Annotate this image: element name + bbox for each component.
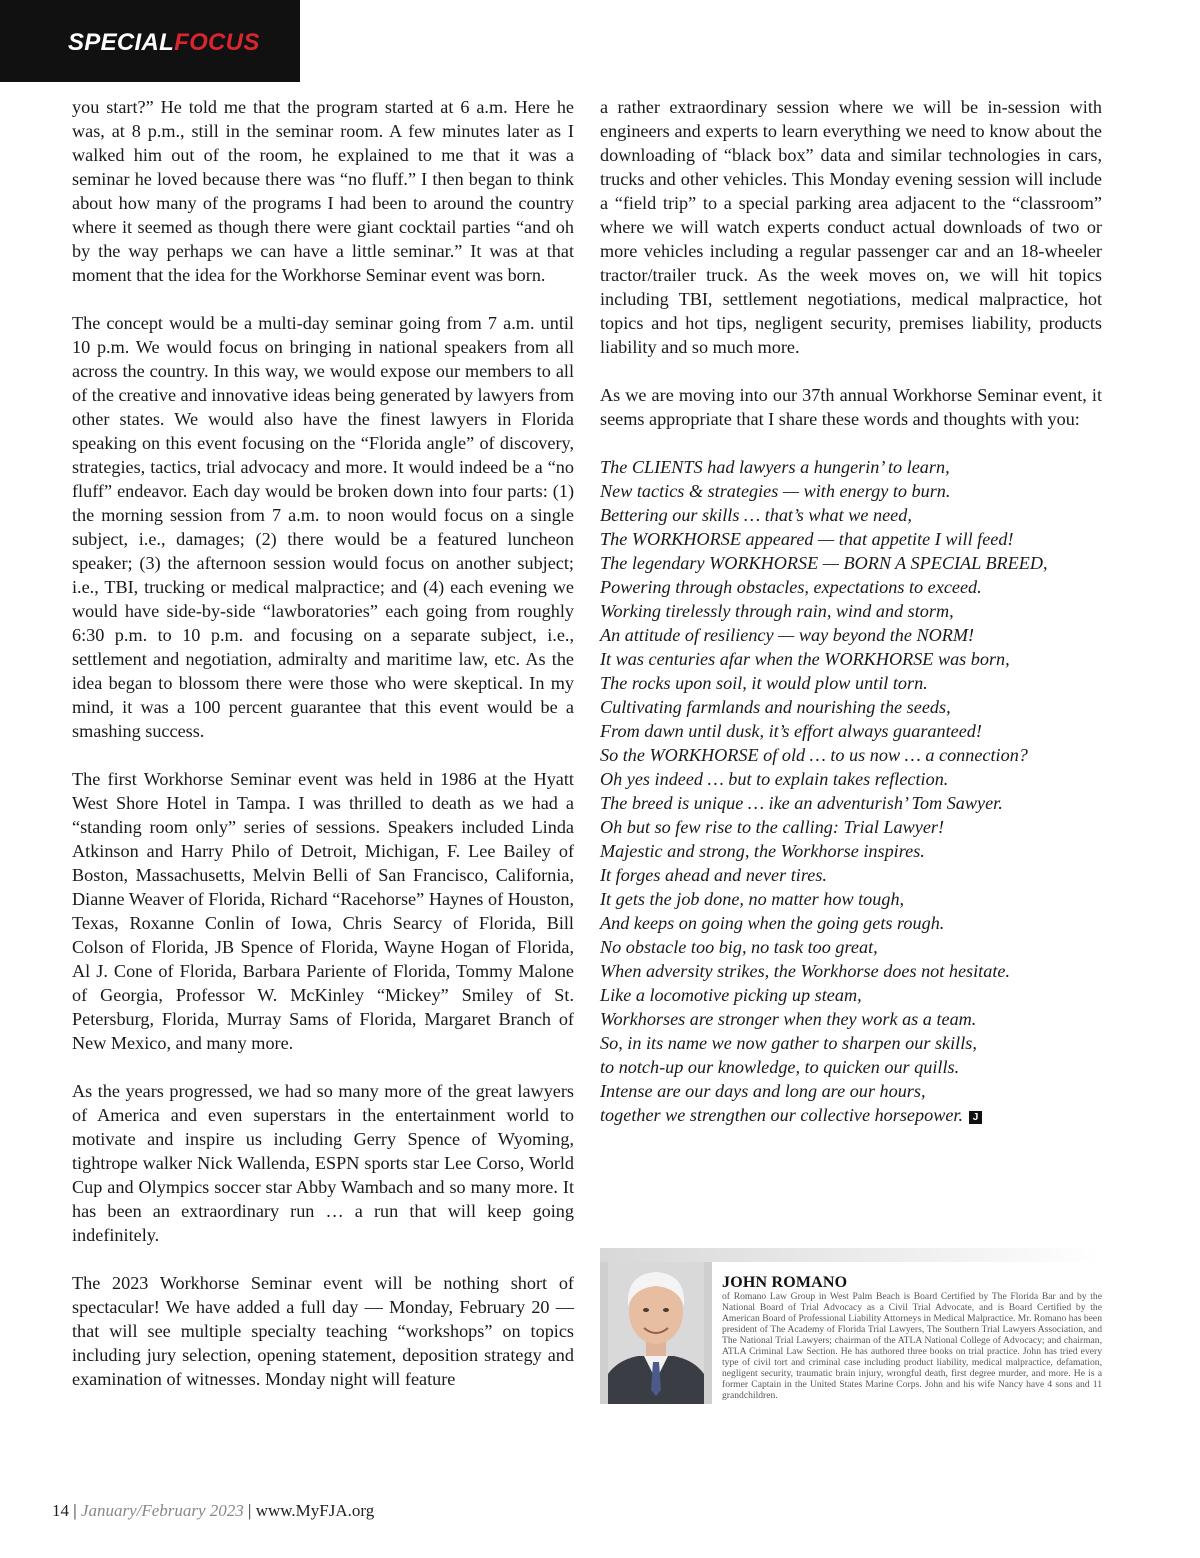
poem-line — [600, 791, 1102, 815]
right-article-column — [600, 95, 1102, 1127]
section-header-bar — [0, 0, 300, 82]
header-focus-word: FOCUS — [174, 29, 260, 56]
article-paragraph: The 2023 Workhorse Seminar event will be nothing short of spectacular! We have added a full day — Monday, February 20 — that will see multiple specialty teaching “workshops” on topics including jury selection, opening statement, deposition strategy and examination of witnesses. Monday night will feature — [72, 1273, 574, 1389]
section-header-title — [68, 28, 260, 58]
poem-line-text: An attitude of resiliency — way beyond the NORM! — [600, 625, 975, 645]
poem-line-text: New tactics & strategies — with energy to burn. — [600, 481, 951, 501]
poem-line — [600, 671, 1102, 695]
poem-line-text: So the WORKHORSE of old … to us now … a connection? — [600, 745, 1028, 765]
poem-line-text: Like a locomotive picking up steam, — [600, 985, 862, 1005]
poem-line — [600, 863, 1102, 887]
poem-line — [600, 743, 1102, 767]
poem-line — [600, 623, 1102, 647]
poem-line — [600, 527, 1102, 551]
poem-line-text: The rocks upon soil, it would plow until torn. — [600, 673, 928, 693]
poem-line-text: together we strengthen our collective horsepower. — [600, 1105, 964, 1125]
poem-line — [600, 1031, 1102, 1055]
poem-line-text: From dawn until dusk, it’s effort always guaranteed! — [600, 721, 982, 741]
poem-line-text: It gets the job done, no matter how tough, — [600, 889, 905, 909]
issue-date: January/February 2023 — [80, 1501, 244, 1520]
poem-line — [600, 887, 1102, 911]
poem-line — [600, 959, 1102, 983]
poem-line — [600, 1103, 1102, 1127]
author-photo — [600, 1262, 712, 1404]
author-name: JOHN ROMANO — [722, 1274, 848, 1291]
poem-line — [600, 935, 1102, 959]
poem-line — [600, 719, 1102, 743]
poem-line-text: Intense are our days and long are our hours, — [600, 1081, 926, 1101]
header-special-word: SPECIAL — [68, 29, 175, 56]
poem-line — [600, 911, 1102, 935]
author-bio — [722, 1274, 1102, 1401]
poem-line-text: The breed is unique … ike an adventurish’ Tom Sawyer. — [600, 793, 1003, 813]
poem-line — [600, 551, 1102, 575]
poem-line — [600, 455, 1102, 479]
poem-line — [600, 599, 1102, 623]
footer-separator: | — [73, 1501, 77, 1520]
poem-line — [600, 1007, 1102, 1031]
poem-line-text: And keeps on going when the going gets rough. — [600, 913, 945, 933]
poem-line — [600, 815, 1102, 839]
website-link[interactable]: www.MyFJA.org — [255, 1501, 375, 1520]
poem-line-text: No obstacle too big, no task too great, — [600, 937, 878, 957]
poem-line-text: Powering through obstacles, expectations to exceed. — [600, 577, 982, 597]
author-portrait-illustration — [608, 1262, 704, 1404]
poem-line — [600, 503, 1102, 527]
poem-line-text: It was centuries afar when the WORKHORSE was born, — [600, 649, 1010, 669]
poem-line-text: When adversity strikes, the Workhorse does not hesitate. — [600, 961, 1010, 981]
article-paragraph: As the years progressed, we had so many more of the great lawyers of America and even superstars in the entertainment world to motivate and inspire us including Gerry Spence of Wyoming, tightrope walker Nick Wallenda, ESPN sports star Lee Corso, World Cup and Olympics soccer star Abby Wambach and so many more. It has been an extraordinary run … a run that will keep going indefinitely. — [72, 1081, 574, 1245]
poem-line-text: Oh but so few rise to the calling: Trial Lawyer! — [600, 817, 945, 837]
poem-line-text: Majestic and strong, the Workhorse inspires. — [600, 841, 925, 861]
poem-line — [600, 695, 1102, 719]
author-bio-text: of Romano Law Group in West Palm Beach is Board Certified by The Florida Bar and by the National Board of Trial Advocacy as a Civil Trial Advocate, and is Board Certified by the American Board of Professional Liability Attorneys in Medical Malpractice. Mr. Romano has been president of The Academy of Florida Trial Lawyers, The Southern Trial Lawyers Association, and The National Trial Lawyers; chairman of the ATLA National College of Advocacy; and chairman, ATLA Criminal Law Section. He has authored three books on trial practice. John has tried every type of civil tort and criminal case including product liability, medical malpractice, defamation, negligent security, traumatic brain injury, wrongful death, first degree murder, and more. He is a former Captain in the United States Marine Corps. John and his wife Nancy have 4 sons and 11 grandchildren. — [722, 1291, 1102, 1401]
poem-line-text: The WORKHORSE appeared — that appetite I will feed! — [600, 529, 1014, 549]
poem-line-text: The CLIENTS had lawyers a hungerin’ to learn, — [600, 457, 950, 477]
poem-line — [600, 767, 1102, 791]
page-number: 14 — [52, 1501, 69, 1520]
poem-line — [600, 575, 1102, 599]
poem-line-text: Cultivating farmlands and nourishing the seeds, — [600, 697, 951, 717]
article-end-mark: J — [969, 1111, 982, 1124]
poem-line — [600, 1055, 1102, 1079]
poem-line — [600, 647, 1102, 671]
poem-line-text: The legendary WORKHORSE — BORN A SPECIAL BREED, — [600, 553, 1048, 573]
poem-line-text: So, in its name we now gather to sharpen our skills, — [600, 1033, 977, 1053]
poem-line-text: to notch-up our knowledge, to quicken our quills. — [600, 1057, 960, 1077]
article-paragraph: The concept would be a multi-day seminar going from 7 a.m. until 10 p.m. We would focus on bringing in national speakers from all across the country. In this way, we would expose our members to all of the creative and innovative ideas being generated by lawyers from other states. We would also have the finest lawyers in Florida speaking on this event focusing on the “Florida angle” of discovery, strategies, tactics, trial advocacy and more. It would indeed be a “no fluff” endeavor. Each day would be broken down into four parts: (1) the morning session from 7 a.m. to noon would focus on a single subject, i.e., damages; (2) there would be a featured luncheon speaker; (3) the afternoon session would focus on another subject; i.e., TBI, trucking or medical malpractice; and (4) each evening we would have side-by-side “lawboratories” each going from roughly 6:30 p.m. to 10 p.m. and focusing on a separate subject, i.e., settlement and negotiation, admiralty and maritime law, etc. As the idea began to blossom there were those who were skeptical. In my mind, it was a 100 percent guarantee that this event would be a smashing success. — [72, 313, 574, 741]
poem-line — [600, 479, 1102, 503]
poem-line — [600, 1079, 1102, 1103]
poem-line-text: Bettering our skills … that’s what we need, — [600, 505, 912, 525]
article-paragraph: As we are moving into our 37th annual Workhorse Seminar event, it seems appropriate that I share these words and thoughts with you: — [600, 385, 1102, 429]
left-article-column — [72, 95, 574, 1415]
article-paragraph: a rather extraordinary session where we will be in-session with engineers and experts to learn everything we need to know about the downloading of “black box” data and similar technologies in cars, trucks and other vehicles. This Monday evening session will include a “field trip” to a special parking area adjacent to the “classroom” where we will watch experts conduct actual downloads of two or more vehicles including a regular passenger car and an 18-wheeler tractor/trailer truck. As the week moves on, we will hit topics including TBI, settlement negotiations, medical malpractice, hot topics and hot tips, negligent security, premises liability, products liability and so much more. — [600, 97, 1102, 357]
poem-line — [600, 983, 1102, 1007]
poem-line-text: Workhorses are stronger when they work as a team. — [600, 1009, 977, 1029]
article-paragraph: The first Workhorse Seminar event was held in 1986 at the Hyatt West Shore Hotel in Tampa. I was thrilled to death as we had a “standing room only” series of sessions. Speakers included Linda Atkinson and Harry Philo of Detroit, Michigan, F. Lee Bailey of Boston, Massachusetts, Melvin Belli of San Francisco, California, Dianne Weaver of Florida, Richard “Racehorse” Haynes of Houston, Texas, Roxanne Conlin of Iowa, Chris Searcy of Florida, Bill Colson of Florida, JB Spence of Florida, Wayne Hogan of Florida, Al J. Cone of Florida, Barbara Pariente of Florida, Tommy Malone of Georgia, Professor W. McKinley “Mickey” Smiley of St. Petersburg, Florida, Murray Sams of Florida, Margaret Branch of New Mexico, and many more. — [72, 769, 574, 1053]
article-paragraph: you start?” He told me that the program started at 6 a.m. Here he was, at 8 p.m., still in the seminar room. A few minutes later as I walked him out of the room, he explained to me that it was a seminar he loved because there was “no fluff.” I then began to think about how many of the programs I had been to around the country where it seemed as though there were giant cocktail parties “and oh by the way perhaps we can have a little seminar.” It was at that moment that the idea for the Workhorse Seminar event was born. — [72, 97, 574, 285]
poem-line-text: Working tirelessly through rain, wind and storm, — [600, 601, 954, 621]
poem-line — [600, 839, 1102, 863]
footer-separator: | — [248, 1501, 252, 1520]
poem-line-text: It forges ahead and never tires. — [600, 865, 827, 885]
poem-line-text: Oh yes indeed … but to explain takes reflection. — [600, 769, 949, 789]
bio-divider — [600, 1248, 1102, 1262]
page-footer — [52, 1500, 374, 1522]
workhorse-poem — [600, 455, 1102, 1127]
